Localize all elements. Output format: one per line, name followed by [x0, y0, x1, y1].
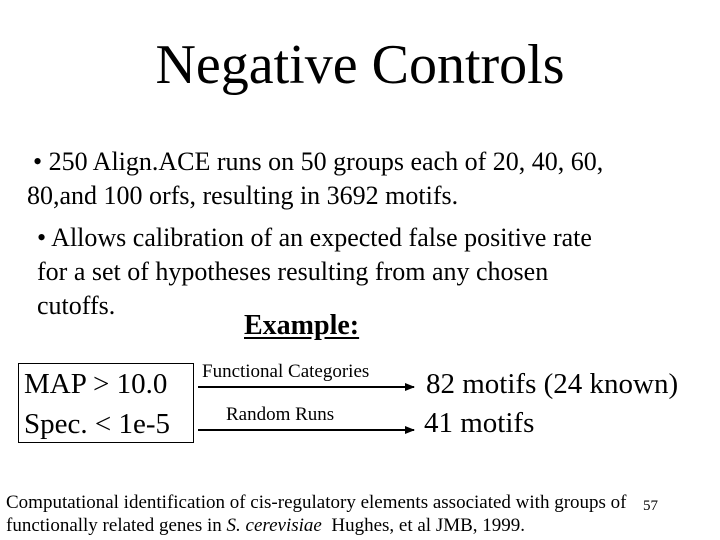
- citation-species: S. cerevisiae: [226, 515, 322, 536]
- bullet-2-line-2: for a set of hypotheses resulting from any chosen: [37, 257, 549, 286]
- result-random-runs: 41 motifs: [424, 407, 535, 439]
- result-functional-categories: 82 motifs (24 known): [426, 368, 679, 400]
- bullet-2-line-1: • Allows calibration of an expected false positive rate: [37, 223, 592, 252]
- citation-line-2: [6, 514, 525, 537]
- slide-title: Negative Controls: [155, 34, 565, 96]
- citation-suffix: Hughes, et al JMB, 1999.: [321, 515, 526, 536]
- criterion-map: MAP > 10.0: [24, 368, 168, 400]
- arrow-label-random-runs: Random Runs: [226, 404, 335, 425]
- bullet-2-line-3: cutoffs.: [37, 291, 116, 320]
- criterion-spec: Spec. < 1e-5: [24, 408, 171, 440]
- citation-prefix: functionally related genes in: [6, 515, 227, 536]
- bullet-1-line-1: • 250 Align.ACE runs on 50 groups each of 20, 40, 60,: [33, 147, 604, 176]
- example-heading: Example:: [244, 310, 360, 341]
- bullet-1-line-2: 80,and 100 orfs, resulting in 3692 motifs.: [27, 181, 459, 210]
- citation-line-1: Computational identification of cis-regulatory elements associated with groups of: [6, 492, 627, 513]
- page-number: 57: [643, 498, 658, 514]
- arrow-label-functional-categories: Functional Categories: [202, 361, 370, 382]
